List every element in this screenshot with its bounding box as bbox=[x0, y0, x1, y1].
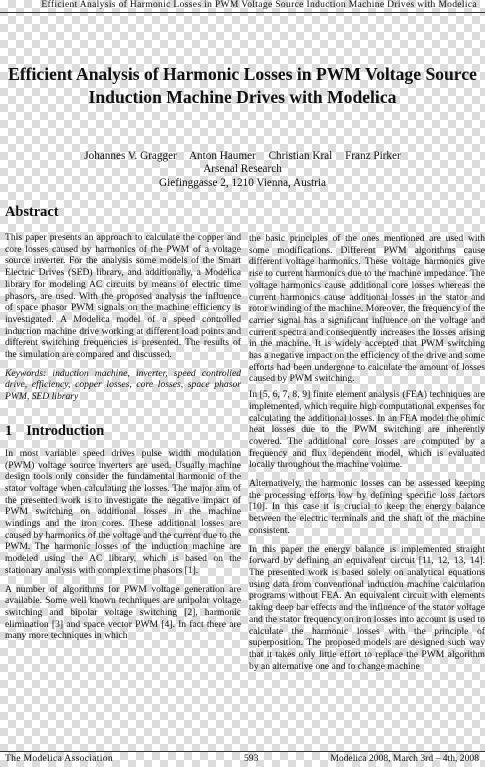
running-header: Efficient Analysis of Harmonic Losses in PWM Voltage Source Induction Machine Drives with Modelica bbox=[41, 0, 477, 10]
footer-rule bbox=[0, 751, 485, 752]
author-block bbox=[8, 150, 477, 190]
keywords: Keywords: induction machine, inverter, speed controlled drive, efficiency, copper losses, core losses, space phasor PWM, SED library bbox=[5, 367, 241, 403]
author-name: Johannes V. Gragger bbox=[84, 150, 177, 162]
author-names bbox=[8, 150, 477, 163]
author-name: Christian Kral bbox=[268, 150, 333, 162]
page-number: 593 bbox=[244, 753, 259, 764]
author-affiliation: Arsenal Research bbox=[203, 163, 282, 176]
paper-title bbox=[8, 63, 477, 109]
right-column bbox=[249, 233, 485, 679]
section-number: 1 bbox=[5, 422, 13, 439]
author-name: Anton Haumer bbox=[188, 150, 256, 162]
header-rule bbox=[0, 12, 485, 13]
page-footer bbox=[0, 753, 485, 767]
author-address: Giefinggasse 2, 1210 Vienna, Austria bbox=[159, 176, 326, 189]
footer-association: The Modelica Association bbox=[5, 753, 113, 764]
intro-paragraph-2: A number of algorithms for PWM voltage generation are available. Some well known techniques are unipolar voltage switching and bipolar voltage switching [2], harmonic elimination [3] and space vector PWM [4]. In fact there are many more techniques in which bbox=[5, 583, 241, 642]
introduction-heading bbox=[5, 423, 241, 439]
intro-paragraph-4: Alternatively, the harmonic losses can be assessed keeping the processing efforts low by defining specific loss factors [10]. In this case it is crucial to keep the energy balance between the electric terminals and the shaft of the machine consistent. bbox=[249, 478, 485, 536]
intro-paragraph-3: In [5, 6, 7, 8, 9] finite element analysis (FEA) techniques are implemented, which require high computational expenses for calculating the additional losses. In an FEA model the ohmic heat losses due to the PWM switching are inherently covered. The additional core losses are computed by a frequency and flux dependent model, which is evaluated locally throughout the machine volume. bbox=[249, 389, 485, 471]
section-title: Introduction bbox=[26, 422, 105, 439]
abstract-text: This paper presents an approach to calculate the copper and core losses caused by harmonics of the PWM of a voltage source inverter. For the analysis some models of the Smart Electric Drives (SED) library, and additionally, a Modelica library for modeling AC circuits by means of electric time phasors, are used. With the proposed analysis the influence of space phasor PWM signals on the machine efficiency is investigated. A Modelica model of a speed controlled induction machine drive working at different load points and different switching frequencies is presented. The results of the simulation are compared and discussed. bbox=[5, 232, 241, 361]
footer-conference: Modelica 2008, March 3rd – 4th, 2008 bbox=[330, 753, 479, 764]
title-line-2: Induction Machine Drives with Modelica bbox=[88, 87, 397, 107]
title-line-1: Efficient Analysis of Harmonic Losses in PWM Voltage Source bbox=[8, 64, 477, 84]
intro-paragraph-5: In this paper the energy balance is implemented straight forward by defining an equivalent circuit [11, 12, 13, 14]. The presented work is based solely on analytical equations using data from conventional induction machine calculation programs without FEA. An equivalent circuit with elements taking deep bar effects and the influence of the stator voltage and the stator frequency on iron losses into account is used to calculate the harmonic losses with the principle of superposition. The proposed models are designed such way that it takes only little effort to replace the PWM algorithm by an alternative one and to change machine bbox=[249, 543, 485, 672]
intro-paragraph-1: In most variable speed drives pulse width modulation (PWM) voltage source inverters are used. Usually machine design tools only consider the fundamental harmonic of the stator voltage when calculating the losses. The major aim of the presented work is to investigate the negative impact of PWM switching on additional losses in the machine windings and the iron cores. These additional losses are caused by harmonics of the voltage and the current due to the PWM. The harmonic losses of the induction machine are modeled using the AC library, which is based on the stationary analysis with complex time phasors [1]. bbox=[5, 447, 241, 576]
author-name: Franz Pirker bbox=[345, 150, 401, 162]
intro-paragraph-2-continued: the basic principles of the ones mentioned are used with some modifications. Different PWM algorithms cause different voltage harmonics. These voltage harmonics give rise to current harmonics due to the machine impedance. The voltage harmonics cause additional core losses whereas the current harmonics cause additional losses in the stator and rotor winding of the machine. Moreover, the frequency of the carrier signal has a significant influence on the voltage and current spectra and consequently increases the losses arising in the machine. It is widely accepted that PWM switching has a negative impact on the efficiency of the drive and some efforts had been undergone to calculate the amount of losses caused by PWM switching. bbox=[249, 233, 485, 385]
abstract-heading: Abstract bbox=[5, 204, 59, 220]
left-column bbox=[5, 204, 241, 649]
